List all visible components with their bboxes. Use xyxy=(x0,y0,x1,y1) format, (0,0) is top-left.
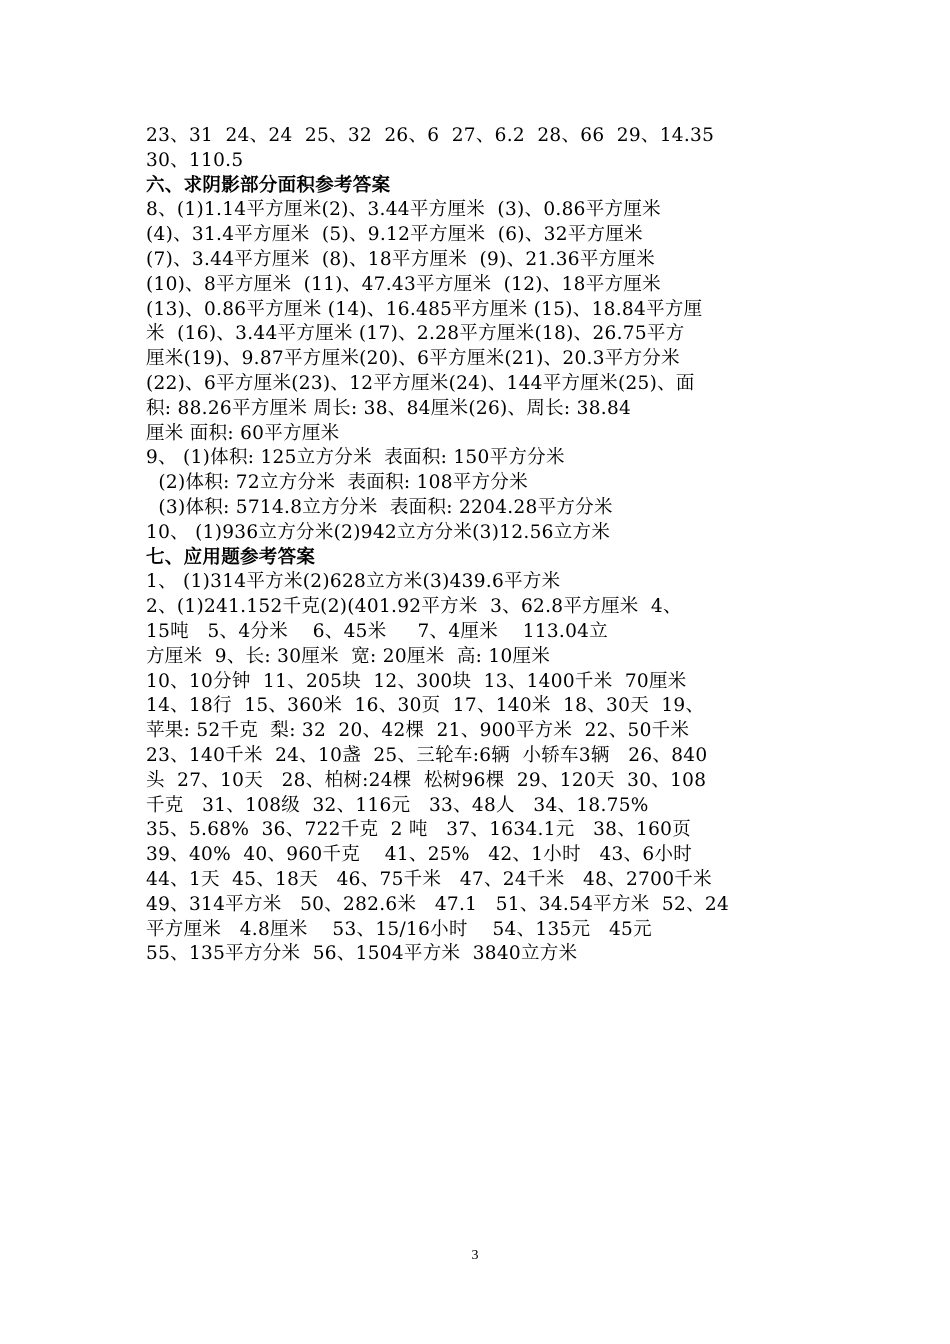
answer-line: (4)、31.4平方厘米 (5)、9.12平方厘米 (6)、32平方厘米 xyxy=(146,224,643,246)
answer-line: 积: 88.26平方厘米 周长: 38、84厘米(26)、周长: 38.84 xyxy=(146,397,632,419)
page-number: 3 xyxy=(471,1248,479,1263)
answer-line: (3)体积: 5714.8立方分米 表面积: 2204.28平方分米 xyxy=(146,496,613,518)
answer-line: 15吨 5、4分米 6、45米 7、4厘米 113.04立 xyxy=(146,620,609,642)
answer-line: 49、314平方米 50、282.6米 47.1 51、34.54平方米 52、24 xyxy=(146,893,730,915)
answer-line: (10)、8平方厘米 (11)、47.43平方厘米 (12)、18平方厘米 xyxy=(146,273,661,295)
answer-line: 55、135平方分米 56、1504平方米 3840立方米 xyxy=(146,943,578,965)
answer-line: 10、 (1)936立方分米(2)942立方分米(3)12.56立方米 xyxy=(146,521,611,543)
answer-line: 39、40% 40、960千克 41、25% 42、1小时 43、6小时 xyxy=(146,844,693,866)
answer-line: (2)体积: 72立方分米 表面积: 108平方分米 xyxy=(146,472,529,494)
answer-line: 23、31 24、24 25、32 26、6 27、6.2 28、66 29、14.35 xyxy=(146,125,715,146)
answer-line: 平方厘米 4.8厘米 53、15/16小时 54、135元 45元 xyxy=(146,918,652,940)
answer-line: (13)、0.86平方厘米 (14)、16.485平方厘米 (15)、18.84平方厘 xyxy=(146,298,703,320)
answer-line: 9、 (1)体积: 125立方分米 表面积: 150平方分米 xyxy=(146,447,565,469)
answer-line: 方厘米 9、长: 30厘米 宽: 20厘米 高: 10厘米 xyxy=(146,645,551,667)
answer-line: 1、 (1)314平方米(2)628立方米(3)439.6平方米 xyxy=(146,571,561,593)
section-heading-word-problems: 七、应用题参考答案 xyxy=(146,546,316,568)
answer-line: (22)、6平方厘米(23)、12平方厘米(24)、144平方厘米(25)、面 xyxy=(146,372,695,394)
answer-line: 35、5.68% 36、722千克 2 吨 37、1634.1元 38、160页 xyxy=(146,819,692,841)
answer-line: 千克 31、108级 32、116元 33、48人 34、18.75% xyxy=(146,794,649,816)
answer-line: 头 27、10天 28、柏树:24棵 松树96棵 29、120天 30、108 xyxy=(146,769,707,791)
answer-line: 米 (16)、3.44平方厘米 (17)、2.28平方厘米(18)、26.75平方 xyxy=(146,323,685,345)
answer-line: 44、1天 45、18天 46、75千米 47、24千米 48、2700千米 xyxy=(146,868,712,890)
answer-line: 10、10分钟 11、205块 12、300块 13、1400千米 70厘米 xyxy=(146,670,687,692)
answer-line: 30、110.5 xyxy=(146,149,244,171)
answer-line: (7)、3.44平方厘米 (8)、18平方厘米 (9)、21.36平方厘米 xyxy=(146,248,656,270)
answer-line: 厘米 面积: 60平方厘米 xyxy=(146,422,340,444)
answer-line: 14、18行 15、360米 16、30页 17、140米 18、30天 19、 xyxy=(146,695,705,717)
section-heading-shaded-area: 六、求阴影部分面积参考答案 xyxy=(146,174,391,196)
answer-line: 苹果: 52千克 梨: 32 20、42棵 21、900平方米 22、50千米 xyxy=(146,720,690,742)
answer-line: 8、(1)1.14平方厘米(2)、3.44平方厘米 (3)、0.86平方厘米 xyxy=(146,199,661,221)
answer-line: 2、(1)241.152千克(2)(401.92平方米 3、62.8平方厘米 4、 xyxy=(146,596,682,618)
answer-line: 厘米(19)、9.87平方厘米(20)、6平方厘米(21)、20.3平方分米 xyxy=(146,348,680,370)
answer-line: 23、140千米 24、10盏 25、三轮车:6辆 小轿车3辆 26、840 xyxy=(146,744,708,766)
answer-text-block xyxy=(146,124,816,967)
